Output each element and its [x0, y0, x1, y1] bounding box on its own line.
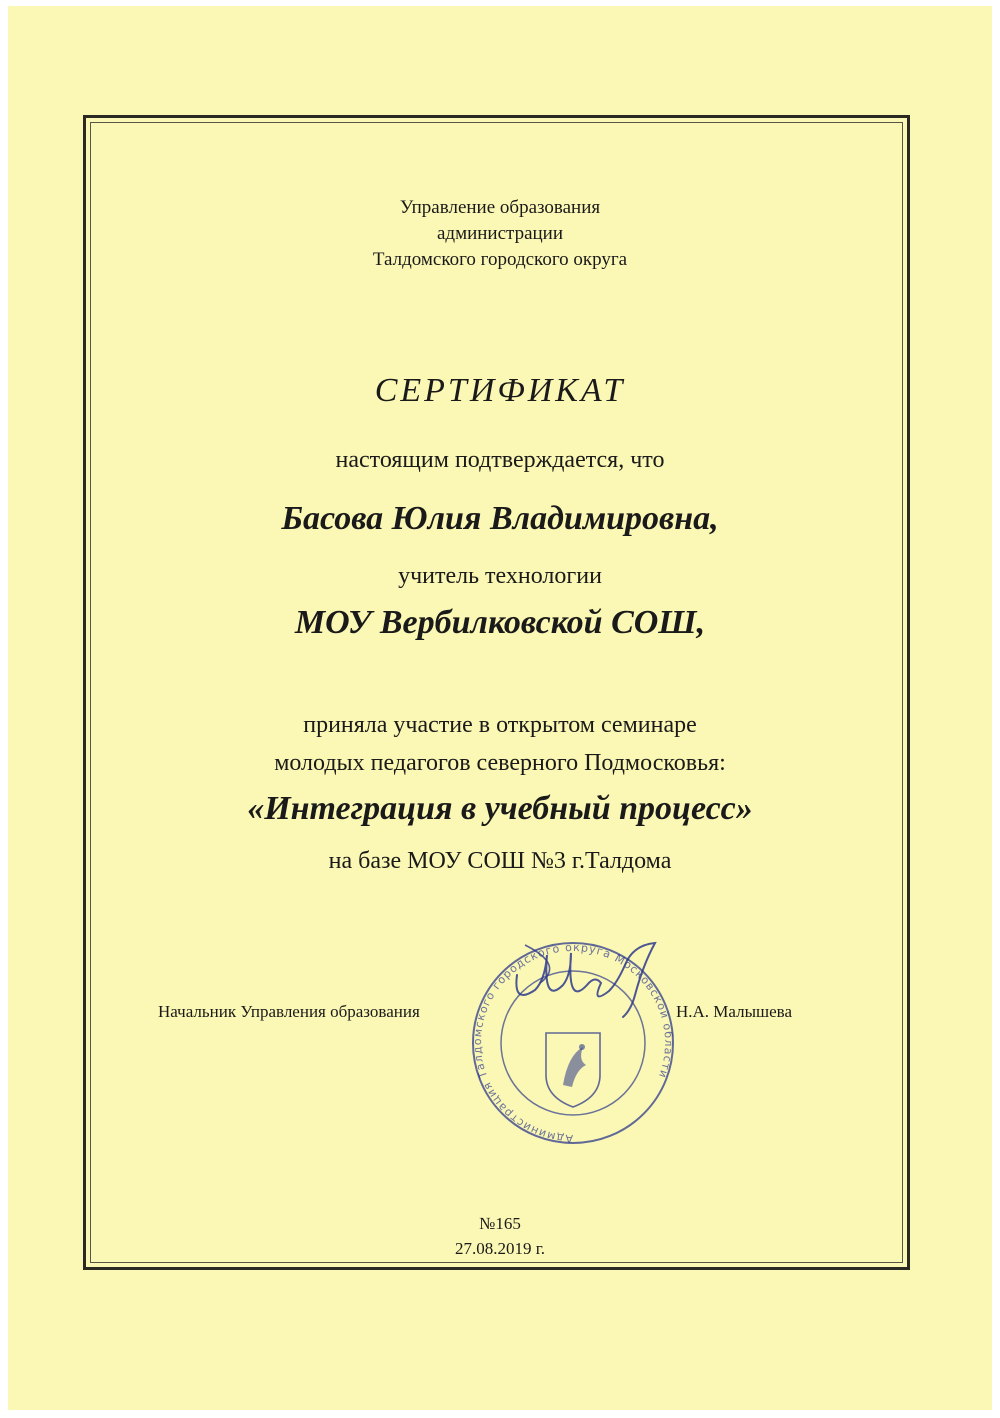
certificate-date: 27.08.2019 г.: [454, 1239, 546, 1258]
header-line-3: Талдомского городского округа: [372, 249, 628, 270]
signature-scrawl: [505, 935, 670, 1025]
seminar-venue: на базе МОУ СОШ №3 г.Талдома: [328, 848, 672, 874]
certificate-number: №165: [479, 1214, 521, 1233]
recipient-school: МОУ Вербилковской СОШ,: [294, 604, 706, 641]
recipient-position: учитель технологии: [398, 563, 602, 589]
svg-text:Администрация Талдомского горо: Администрация Талдомского городского округа Московской области: [470, 940, 676, 1146]
header-line-1: Управление образования: [399, 197, 601, 218]
confirm-text: настоящим подтверждается, что: [335, 447, 665, 473]
signature-title: Начальник Управления образования: [158, 1002, 420, 1021]
recipient-name: Басова Юлия Владимировна,: [281, 500, 719, 537]
certificate-title: СЕРТИФИКАТ: [374, 372, 626, 409]
participation-line-1: приняла участие в открытом семинаре: [303, 712, 697, 738]
header-line-2: администрации: [436, 223, 564, 244]
participation-line-2: молодых педагогов северного Подмосковья:: [274, 750, 726, 776]
signature-name: Н.А. Малышева: [676, 1002, 793, 1021]
seminar-title: «Интеграция в учебный процесс»: [247, 790, 753, 827]
